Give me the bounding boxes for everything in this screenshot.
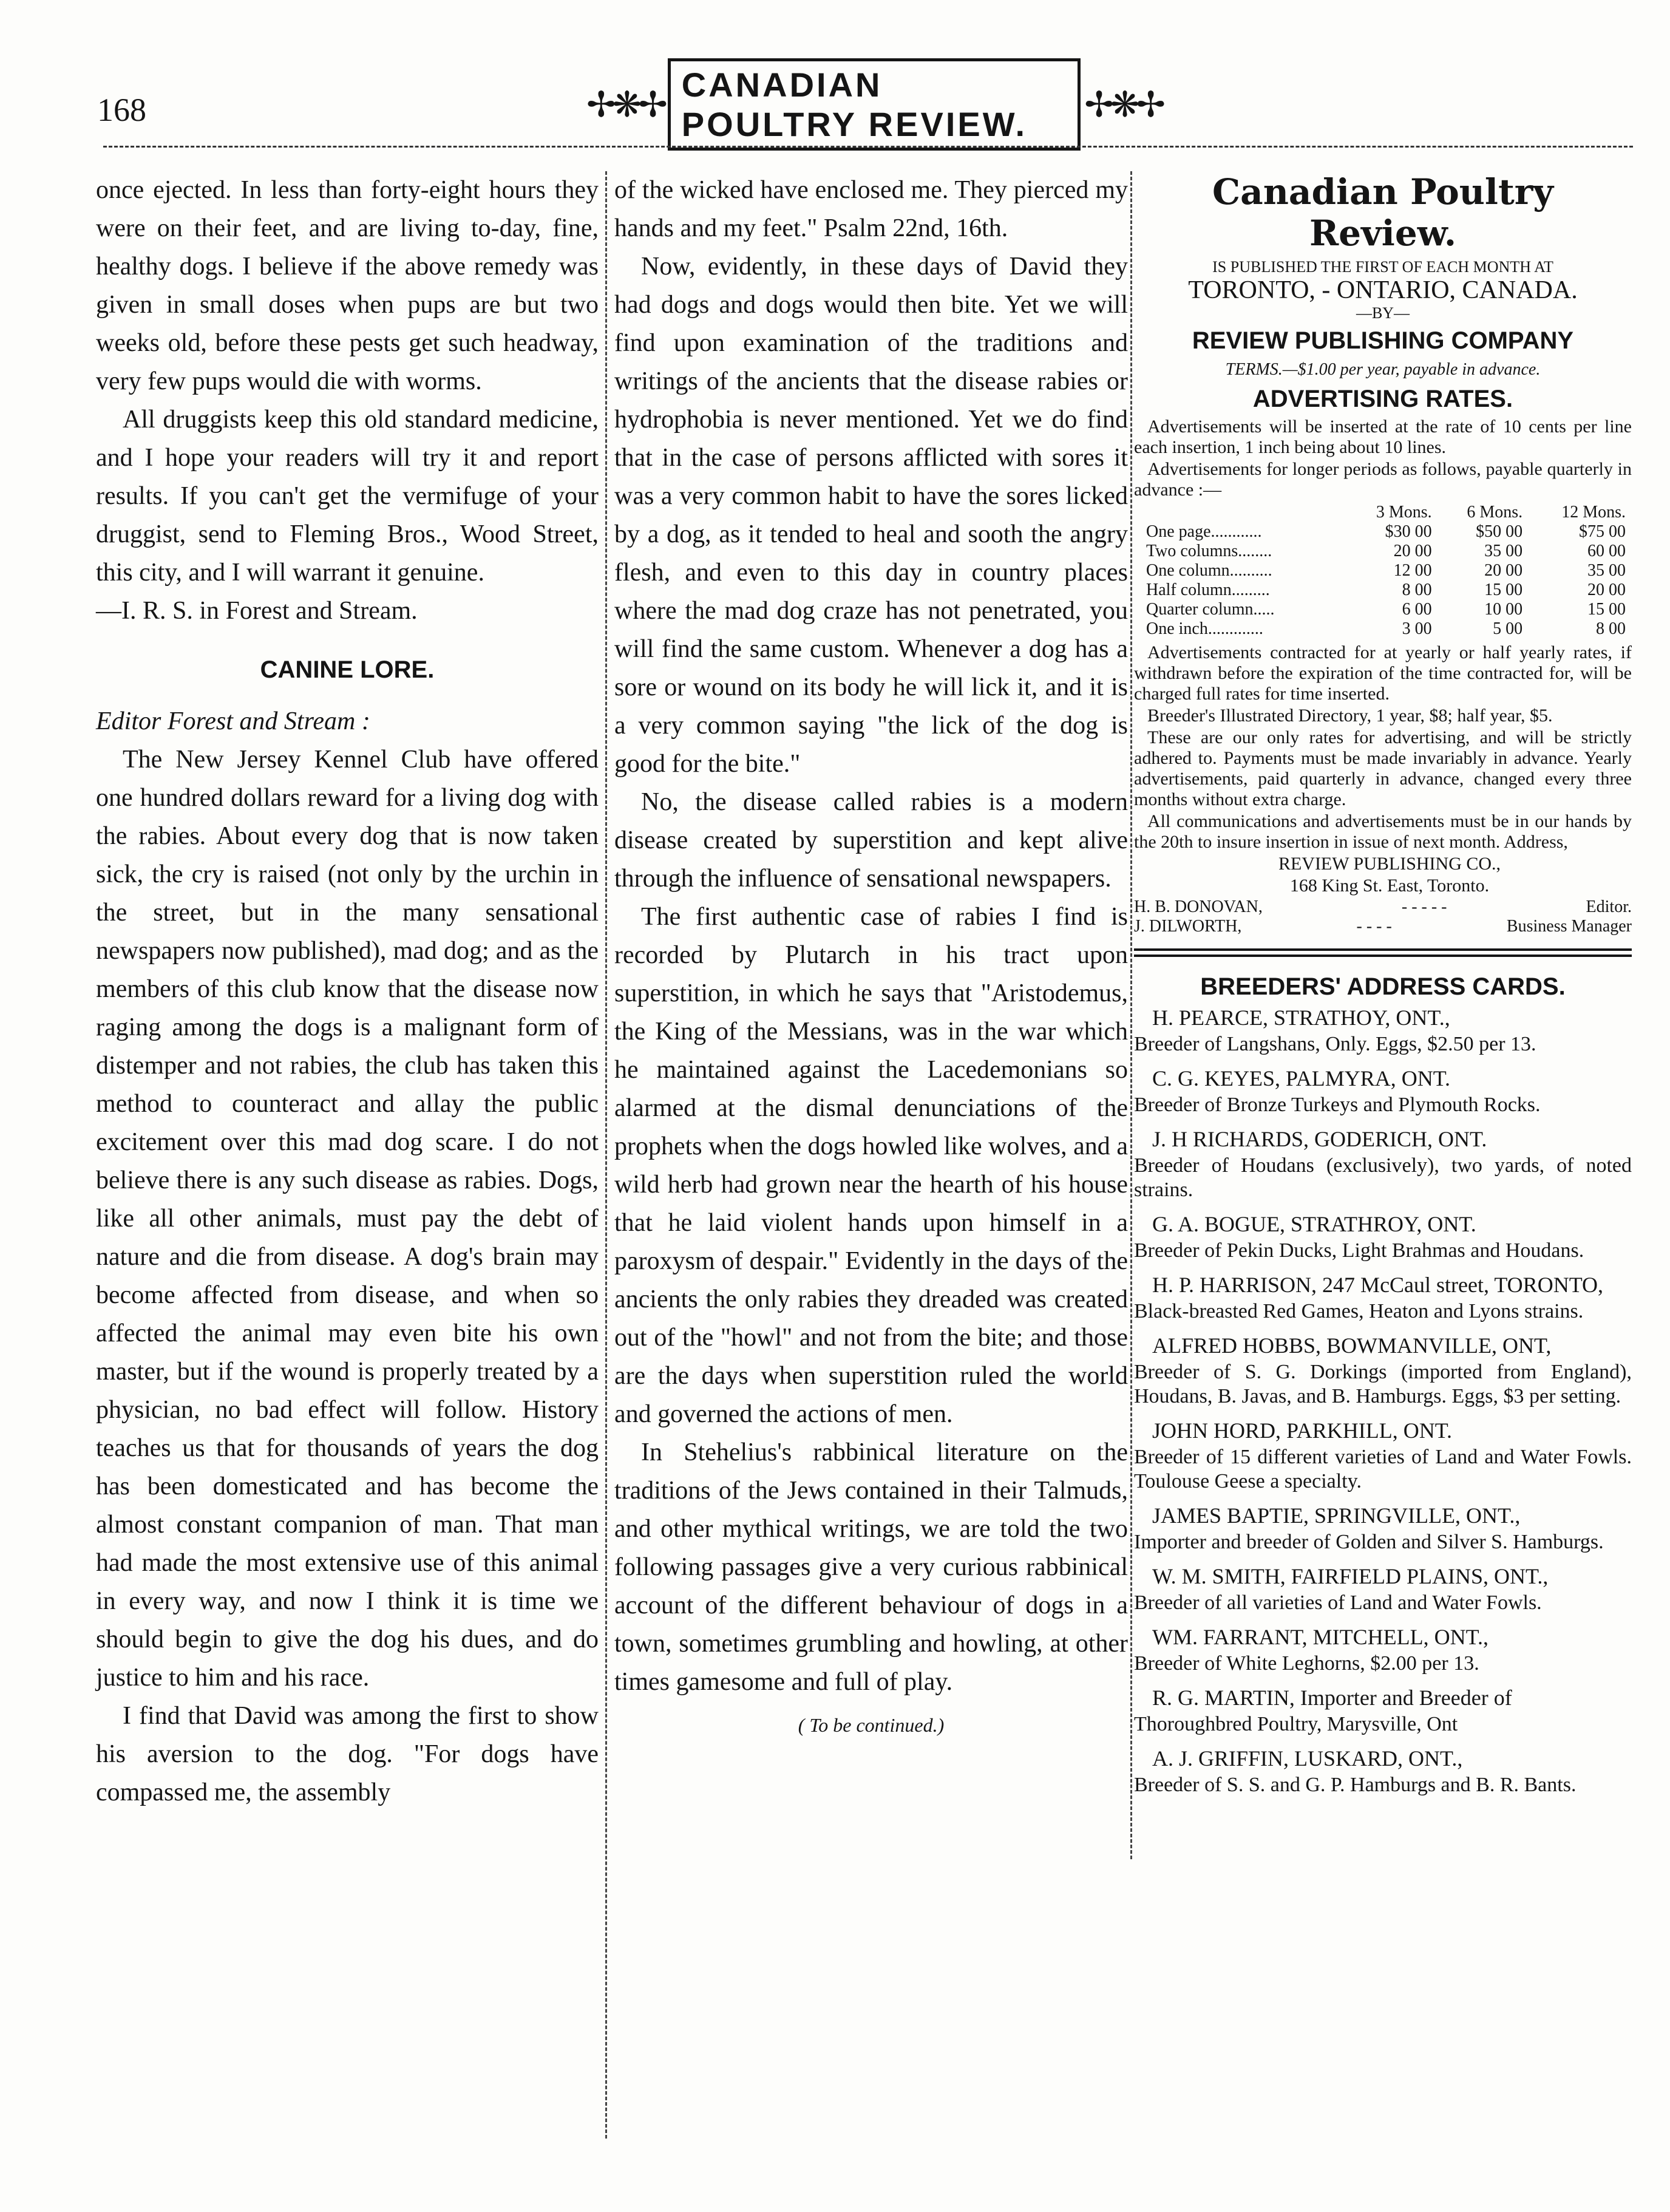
right-ornament-icon: ✢❋✢ <box>1084 85 1162 124</box>
breeder-name: WM. FARRANT, MITCHELL, ONT., <box>1152 1625 1488 1649</box>
paragraph: The first authentic case of rabies I find is recorded by Plutarch in his tract upon superstition, in which he says that "Aristodemus, the King of the Messians, was in the war which he maintained against the Lacedemonians so alarmed at the dismal denunciations of the prophets when the dogs howled like wolves, and a wild herb had grown near the hearth of his house that he laid violent hands upon himself in a paroxysm of despair." Evidently in the days of the ancients the only rabies they dreaded was created out of the "howl" and not from the bite; and those are the days when superstition ruled the world and governed the actions of men. <box>614 903 1128 1428</box>
staff-name: J. DILWORTH, <box>1134 917 1242 936</box>
column-divider <box>605 171 607 2139</box>
table-cell: One column.......... <box>1146 561 1272 580</box>
table-row <box>1134 542 1632 561</box>
breeder-card <box>1134 1684 1632 1737</box>
staff-dots: - - - - <box>1356 917 1392 936</box>
table-cell: 15 00 <box>1587 600 1626 619</box>
column-1 <box>96 171 599 1812</box>
publisher-name: REVIEW PUBLISHING CO., <box>1278 854 1501 874</box>
breeder-card <box>1134 1004 1632 1057</box>
table-cell: 20 00 <box>1587 580 1626 599</box>
table-header-row <box>1134 503 1632 522</box>
paragraph: once ejected. In less than forty-eight hours they were on their feet, and are living to-day, fine, healthy dogs. I believe if the above remedy was given in small doses when pups are but two weeks old, before these pests get such headway, very few pups would die with worms. <box>96 176 599 395</box>
staff-role: Business Manager <box>1506 917 1632 936</box>
paragraph: Advertisements will be inserted at the rate of 10 cents per line each insertion, 1 inch being about 10 lines. <box>1134 417 1632 457</box>
column-3 <box>1134 171 1632 1806</box>
company-name: REVIEW PUBLISHING COMPANY <box>1192 327 1574 354</box>
by-line: —BY— <box>1356 304 1410 322</box>
rates-table <box>1134 503 1632 639</box>
table-cell: Half column......... <box>1146 580 1270 599</box>
breeder-card <box>1134 1624 1632 1676</box>
publication-line: IS PUBLISHED THE FIRST OF EACH MONTH AT <box>1212 258 1553 276</box>
breeder-description: Breeder of White Leghorns, $2.00 per 13. <box>1134 1652 1479 1675</box>
table-cell: 60 00 <box>1587 542 1626 560</box>
column-2 <box>614 171 1128 1744</box>
breeder-description: Black-breasted Red Games, Heaton and Lyons strains. <box>1134 1300 1584 1322</box>
table-cell: Quarter column..... <box>1146 600 1275 619</box>
breeder-card <box>1134 1417 1632 1494</box>
table-cell: 15 00 <box>1484 580 1523 599</box>
column-header: 3 Mons. <box>1376 503 1432 522</box>
paragraph: Advertisements for longer periods as follows, payable quarterly in advance :— <box>1134 459 1632 500</box>
breeder-name: JAMES BAPTIE, SPRINGVILLE, ONT., <box>1152 1503 1521 1528</box>
paragraph: Now, evidently, in these days of David they had dogs and dogs would then bite. Yet we will find upon examination of the traditions and writings of the ancients that the disease rabies or hydrophobia is never mentioned. Yet we do find that in the case of persons afflicted with sores it was a very common habit to have the sores licked by a dog, as it tended to heal and sooth the angry flesh, and even to this day in country places where the mad dog craze has not penetrated, you will find the same custom. Whenever a dog has a sore or wound on its body he will lick it, and it is a very common saying "the lick of the dog is good for the bite." <box>614 253 1128 778</box>
breeder-name: A. J. GRIFFIN, LUSKARD, ONT., <box>1152 1746 1463 1771</box>
terms: TERMS.—$1.00 per year, payable in advance. <box>1225 360 1541 379</box>
publication-name: Canadian Poultry Review. <box>1212 171 1554 254</box>
column-header: 6 Mons. <box>1467 503 1523 522</box>
breeder-description: Breeder of 15 different varieties of Land and Water Fowls. Toulouse Geese a specialty. <box>1134 1446 1632 1492</box>
breeder-description: Thoroughbred Poultry, Marysville, Ont <box>1134 1713 1458 1735</box>
table-cell: $30 00 <box>1385 522 1432 541</box>
salutation: Editor Forest and Stream : <box>96 707 370 735</box>
paragraph: The New Jersey Kennel Club have offered one hundred dollars reward for a living dog with the rabies. About every dog that is now taken sick, the cry is raised (not only by the urchin in the street, but in the many sensational newspapers now published), mad dog; and as the members of this club know that the disease now raging among the dogs is a malignant form of distemper and not rabies, the club has taken this method to counteract and allay the public excitement over this mad dog scare. I do not believe there is any such disease as rabies. Dogs, like all other animals, must pay the debt of nature and die from disease. A dog's brain may become affected from disease, and when so affected the animal may even bite his own master, but if the wound is properly treated by a physician, no bad effect will follow. History teaches us that for thousands of years the dog has been domesticated and has become the almost constant companion of man. That man had made the most extensive use of this animal in every way, and now I think it is time we should begin to give the dog his dues, and do justice to him and his race. <box>96 746 599 1692</box>
signature: —I. R. S. in Forest and Stream. <box>96 597 418 625</box>
staff-row <box>1134 917 1632 936</box>
table-cell: Two columns........ <box>1146 542 1272 560</box>
table-cell: 8 00 <box>1596 619 1626 638</box>
paragraph: Advertisements contracted for at yearly or half yearly rates, if withdrawn before the expiration of the time contracted for, will be charged full rates for time inserted. <box>1134 642 1632 704</box>
column-header <box>1134 503 1347 522</box>
table-cell: 35 00 <box>1587 561 1626 580</box>
breeder-card <box>1134 1332 1632 1409</box>
breeder-card <box>1134 1745 1632 1797</box>
breeder-card <box>1134 1126 1632 1202</box>
paragraph: All druggists keep this old standard medicine, and I hope your readers will try it and report results. If you can't get the vermifuge of your druggist, send to Fleming Bros., Wood Street, this city, and I will warrant it genuine. <box>96 406 599 587</box>
table-cell: 3 00 <box>1402 619 1432 638</box>
article-heading: CANINE LORE. <box>260 656 435 683</box>
breeder-description: Importer and breeder of Golden and Silver S. Hamburgs. <box>1134 1531 1604 1553</box>
table-row <box>1134 580 1632 600</box>
table-cell: One page............ <box>1146 522 1262 541</box>
paragraph: In Stehelius's rabbinical literature on the traditions of the Jews contained in their Talmuds, and other mythical writings, we are told the two following passages give a very curious rabbinical account of the different behaviour of dogs in a town, sometimes grumbling and howling, at other times gamesome and full of play. <box>614 1438 1128 1696</box>
breeder-description: Breeder of all varieties of Land and Water Fowls. <box>1134 1591 1542 1614</box>
paragraph: I find that David was among the first to show his aversion to the dog. "For dogs have compassed me, the assembly <box>96 1702 599 1806</box>
table-cell: $50 00 <box>1476 522 1523 541</box>
breeder-name: G. A. BOGUE, STRATHROY, ONT. <box>1152 1212 1476 1236</box>
column-header: 12 Mons. <box>1561 503 1626 522</box>
advertising-rates-heading: ADVERTISING RATES. <box>1252 386 1513 412</box>
table-cell: 6 00 <box>1402 600 1432 619</box>
paragraph: of the wicked have enclosed me. They pierced my hands and my feet." Psalm 22nd, 16th. <box>614 176 1128 242</box>
table-row <box>1134 619 1632 639</box>
breeder-card <box>1134 1271 1632 1324</box>
table-row <box>1134 600 1632 619</box>
column-divider <box>1130 171 1132 1859</box>
continued-note: ( To be continued.) <box>798 1714 945 1736</box>
table-cell: 10 00 <box>1484 600 1523 619</box>
left-ornament-icon: ✢❋✢ <box>586 85 664 124</box>
breeder-description: Breeder of S. S. and G. P. Hamburgs and B. R. Bants. <box>1134 1774 1577 1796</box>
breeder-description: Breeder of Houdans (exclusively), two yards, of noted strains. <box>1134 1154 1632 1201</box>
masthead <box>583 68 1166 141</box>
staff-row <box>1134 897 1632 917</box>
staff-dots: - - - - - <box>1401 897 1447 916</box>
publication-location: TORONTO, - ONTARIO, CANADA. <box>1188 276 1578 304</box>
paragraph: No, the disease called rabies is a modern disease created by superstition and kept alive through the influence of sensational newspapers. <box>614 788 1128 893</box>
breeder-card <box>1134 1502 1632 1554</box>
breeder-name: H. PEARCE, STRATHOY, ONT., <box>1152 1006 1450 1030</box>
breeder-description: Breeder of Langshans, Only. Eggs, $2.50 per 13. <box>1134 1033 1536 1055</box>
breeder-name: H. P. HARRISON, 247 McCaul street, TORONTO, <box>1152 1273 1604 1297</box>
breeder-name: R. G. MARTIN, Importer and Breeder of <box>1152 1686 1512 1710</box>
breeder-name: C. G. KEYES, PALMYRA, ONT. <box>1152 1066 1451 1091</box>
table-row <box>1134 522 1632 542</box>
breeder-description: Breeder of Pekin Ducks, Light Brahmas and Houdans. <box>1134 1239 1584 1262</box>
page-number: 168 <box>97 92 146 128</box>
breeder-name: J. H RICHARDS, GODERICH, ONT. <box>1152 1127 1487 1151</box>
breeder-name: JOHN HORD, PARKHILL, ONT. <box>1152 1418 1453 1443</box>
paragraph: Breeder's Illustrated Directory, 1 year, $8; half year, $5. <box>1147 706 1553 726</box>
table-row <box>1134 561 1632 580</box>
table-cell: 12 00 <box>1393 561 1432 580</box>
publisher-address: 168 King St. East, Toronto. <box>1289 876 1490 896</box>
breeder-card <box>1134 1065 1632 1117</box>
breeder-name: W. M. SMITH, FAIRFIELD PLAINS, ONT., <box>1152 1564 1549 1588</box>
staff-role: Editor. <box>1586 897 1632 916</box>
table-cell: One inch............. <box>1146 619 1263 638</box>
paragraph: These are our only rates for advertising, and will be strictly adhered to. Payments must be made invariably in advance. Yearly advertisements, paid quarterly in advance, changed every three months without extra charge. <box>1134 727 1632 809</box>
breeders-cards-heading: BREEDERS' ADDRESS CARDS. <box>1200 973 1566 1000</box>
top-rule <box>103 146 1633 148</box>
paragraph: All communications and advertisements must be in our hands by the 20th to insure insertion in issue of next month. Address, <box>1134 811 1632 852</box>
table-cell: 20 00 <box>1484 561 1523 580</box>
table-cell: 5 00 <box>1493 619 1523 638</box>
breeder-card <box>1134 1211 1632 1263</box>
breeder-card <box>1134 1563 1632 1615</box>
staff-name: H. B. DONOVAN, <box>1134 897 1263 916</box>
table-cell: 20 00 <box>1393 542 1432 560</box>
table-cell: 35 00 <box>1484 542 1523 560</box>
breeder-description: Breeder of Bronze Turkeys and Plymouth Rocks. <box>1134 1094 1541 1116</box>
breeder-description: Breeder of S. G. Dorkings (imported from England), Houdans, B. Javas, and B. Hamburgs. Eggs, $3 per setting. <box>1134 1361 1632 1407</box>
double-rule <box>1134 948 1632 957</box>
breeder-name: ALFRED HOBBS, BOWMANVILLE, ONT, <box>1152 1333 1552 1358</box>
table-cell: $75 00 <box>1579 522 1626 541</box>
masthead-title: CANADIAN POULTRY REVIEW. <box>668 58 1081 151</box>
table-cell: 8 00 <box>1402 580 1432 599</box>
